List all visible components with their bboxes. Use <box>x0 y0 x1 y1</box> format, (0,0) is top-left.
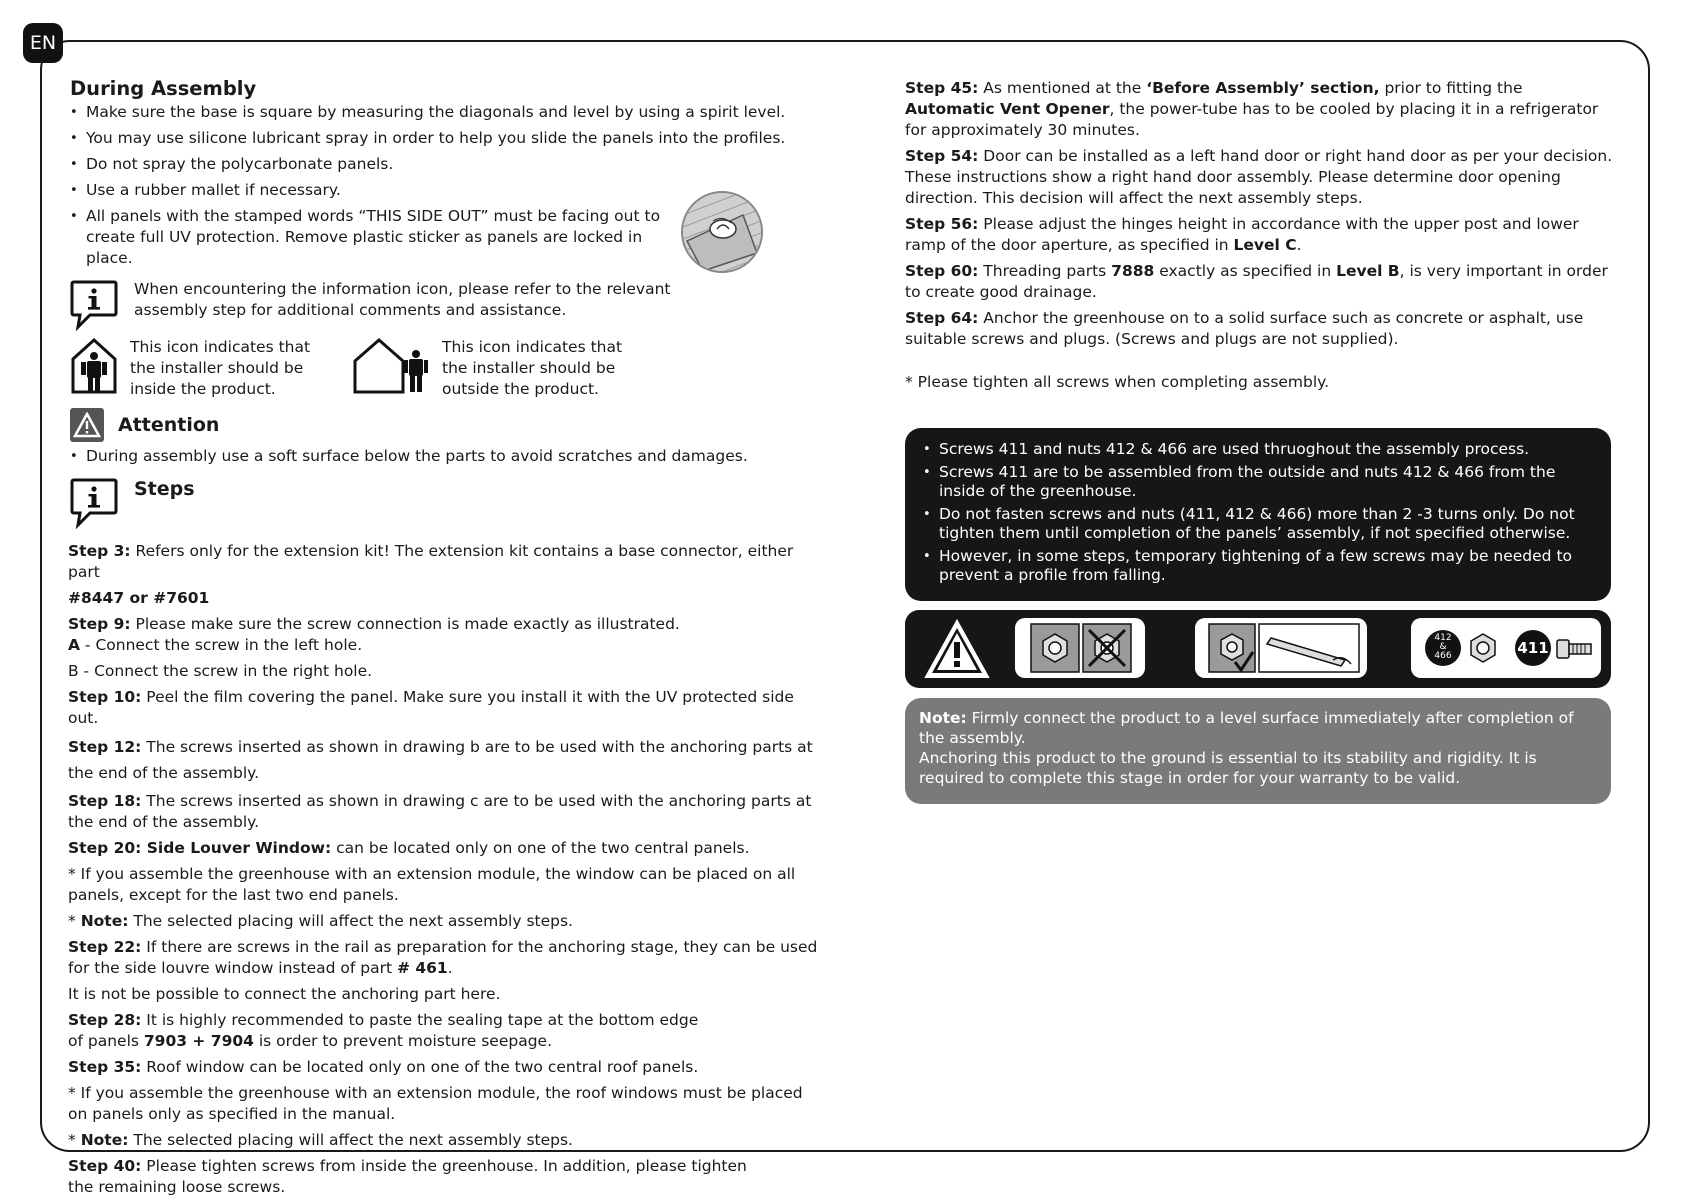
screw-icon <box>1555 634 1595 664</box>
note-line-1: Note: Firmly connect the product to a level surface immediately after completion of the assembly. <box>919 709 1574 747</box>
nut-part-badge: 412 & 466 <box>1425 630 1461 666</box>
step-56: Step 56: Please adjust the hinges height in accordance with the upper post and lower ramp of the door aperture, as specified in Level C. <box>905 215 1579 254</box>
step-22-note: It is not be possible to connect the anchoring part here. <box>68 985 501 1003</box>
step-35-note-2: * Note: The selected placing will affect the next assembly steps. <box>68 1131 573 1149</box>
step-35: Step 35: Roof window can be located only on one of the two central roof panels. <box>68 1058 699 1076</box>
warning-triangle-icon <box>923 618 991 680</box>
wrench-tightening-icon <box>1195 618 1367 678</box>
step-10: Step 10: Peel the film covering the panel. Make sure you install it with the UV protected side out. <box>68 688 794 727</box>
step-60: Step 60: Threading parts 7888 exactly as specified in Level B, is very important in order to create good drainage. <box>905 262 1608 301</box>
step-9-a: A - Connect the screw in the left hole. <box>68 636 363 654</box>
nut-tightening-panel <box>1015 618 1145 678</box>
inside-legend-text: This icon indicates that the installer should be inside the product. <box>130 338 311 398</box>
step-54: Step 54: Door can be installed as a left hand door or right hand door as per your decision. These instructions show a right hand door assembly. Please determine door opening direction. This decision will affect the next assembly steps. <box>905 147 1613 207</box>
list-item: • Use a rubber mallet if necessary. <box>68 180 823 201</box>
part-numbers-panel <box>1411 618 1601 678</box>
info-icon <box>70 279 118 331</box>
list-item: • Make sure the base is square by measuring the diagonals and level by using a spirit level. <box>68 102 823 123</box>
info-legend-text: When encountering the information icon, please refer to the relevant assembly step for additional comments and assistance. <box>134 280 671 319</box>
step-20-note: * If you assemble the greenhouse with an extension module, the window can be placed on all panels, except for the last two end panels. <box>68 865 796 904</box>
list-item: • Do not fasten screws and nuts (411, 412 & 466) more than 2 -3 turns only. Do not tighten them until completion of the panels’ assembly, if not specified otherwise. <box>919 505 1595 543</box>
step-3: Step 3: Refers only for the extension kit! The extension kit contains a base connector, either part <box>68 542 794 581</box>
attention-title: Attention <box>118 413 220 436</box>
screws-info-box <box>905 428 1611 601</box>
list-item: • Screws 411 and nuts 412 & 466 are used thruoghout the assembly process. <box>919 440 1595 459</box>
list-item <box>68 206 823 269</box>
tighten-note: * Please tighten all screws when completing assembly. <box>905 373 1330 391</box>
step-20: Step 20: Side Louver Window: can be located only on one of the two central panels. <box>68 839 750 857</box>
step-28: Step 28: It is highly recommended to paste the sealing tape at the bottom edge of panels 7903 + 7904 is order to prevent moisture seepage. <box>68 1011 699 1050</box>
list-item: • However, in some steps, temporary tightening of a few screws may be needed to prevent a profile from falling. <box>919 547 1595 585</box>
location-legend <box>70 337 823 400</box>
info-icon <box>70 477 118 529</box>
outside-legend-text: This icon indicates that the installer should be outside the product. <box>442 338 623 398</box>
attention-list <box>68 446 823 467</box>
uv-text: • All panels with the stamped words “THIS SIDE OUT” must be facing out to create full UV protection. Remove plastic sticker as panels are locked in place. <box>86 207 661 267</box>
step-12: Step 12: The screws inserted as shown in drawing b are to be used with the anchoring parts at the end of the assembly. <box>68 738 813 782</box>
list-item: • Do not spray the polycarbonate panels. <box>68 154 823 175</box>
step-35-note: * If you assemble the greenhouse with an extension module, the roof windows must be placed on panels only as specified in the manual. <box>68 1084 803 1123</box>
note-line-2: Anchoring this product to the ground is essential to its stability and rigidity. It is required to complete this stage in order for your warranty to be valid. <box>919 749 1537 787</box>
installer-inside-icon <box>70 337 118 395</box>
step-40: Step 40: Please tighten screws from inside the greenhouse. In addition, please tighten the remaining loose screws. <box>68 1157 747 1196</box>
during-assembly-title: During Assembly <box>70 77 257 100</box>
info-legend <box>70 279 823 331</box>
list-item: • During assembly use a soft surface below the parts to avoid scratches and damages. <box>68 446 823 467</box>
step-9: Step 9: Please make sure the screw connection is made exactly as illustrated. <box>68 615 680 633</box>
step-22: Step 22: If there are screws in the rail as preparation for the anchoring stage, they can be used for the side louvre window instead of part # 461. <box>68 938 818 977</box>
screw-part-badge: 411 <box>1515 630 1551 666</box>
step-64: Step 64: Anchor the greenhouse on to a solid surface such as concrete or asphalt, use suitable screws and plugs. (Screws and plugs are not supplied). <box>905 309 1584 348</box>
list-item: • Screws 411 are to be assembled from the outside and nuts 412 & 466 from the inside of the greenhouse. <box>919 463 1595 501</box>
anchoring-note-box <box>905 698 1611 804</box>
outside-legend <box>352 337 632 400</box>
steps-heading <box>70 477 823 529</box>
left-column <box>68 78 823 1203</box>
nut-do-dont-icon <box>1015 618 1145 678</box>
warning-icon <box>70 408 104 442</box>
wrench-panel <box>1195 618 1367 678</box>
nut-icon <box>1467 632 1499 664</box>
steps-title: Steps <box>134 478 195 500</box>
inside-legend <box>70 337 320 400</box>
right-column <box>905 78 1615 398</box>
panel-sticker-icon <box>681 191 763 273</box>
step-9-b: B - Connect the screw in the right hole. <box>68 662 373 680</box>
attention-heading <box>70 408 823 442</box>
list-item: • You may use silicone lubricant spray in order to help you slide the panels into the profiles. <box>68 128 823 149</box>
steps-list <box>68 541 823 1198</box>
step-18: Step 18: The screws inserted as shown in drawing c are to be used with the anchoring parts at the end of the assembly. <box>68 792 812 831</box>
step-20-note-2: * Note: The selected placing will affect the next assembly steps. <box>68 912 573 930</box>
language-badge: EN <box>23 23 63 63</box>
installer-outside-icon <box>352 337 430 395</box>
during-assembly-list <box>68 102 823 269</box>
screw-warning-strip <box>905 610 1611 688</box>
step-45: Step 45: As mentioned at the ‘Before Assembly’ section, prior to fitting the Automatic Vent Opener, the power-tube has to be cooled by placing it in a refrigerator for approximately 30 minutes. <box>905 79 1599 139</box>
step-3-parts: #8447 or #7601 <box>68 589 210 607</box>
